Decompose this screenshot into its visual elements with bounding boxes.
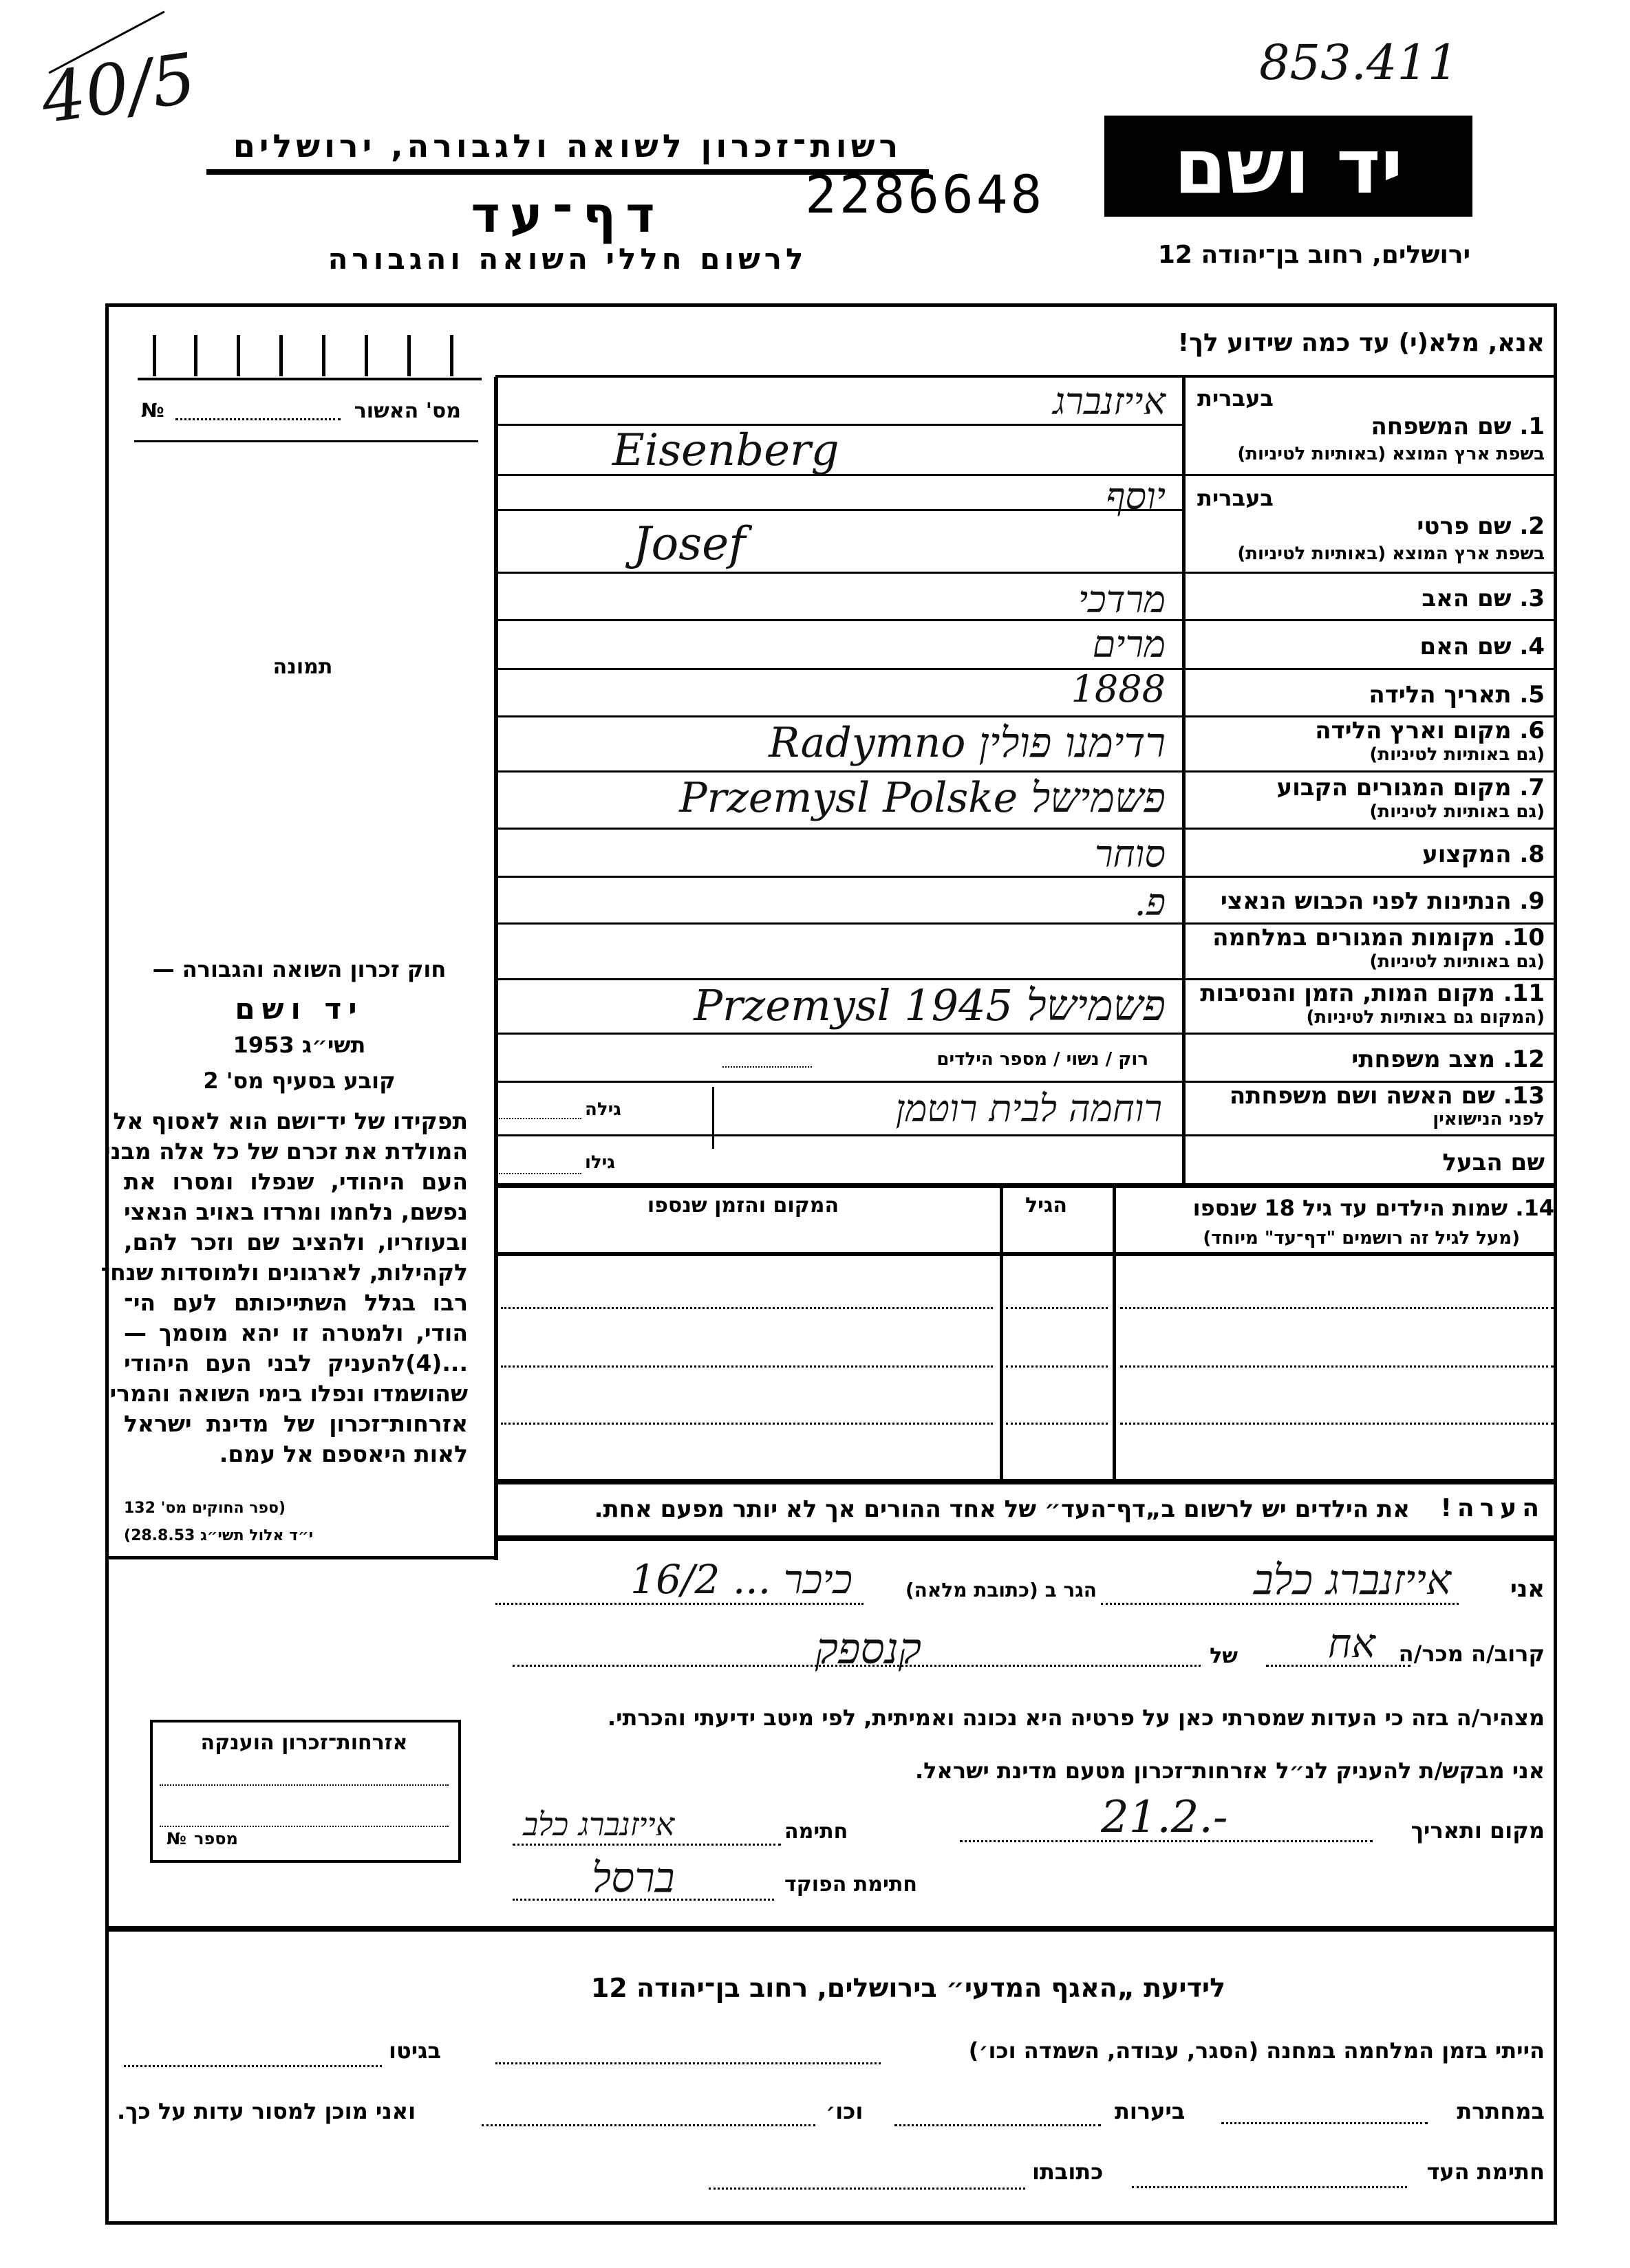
field-11-sub: (המקום גם באותיות לטיניות)	[1306, 1007, 1545, 1028]
law-year: תשי״ג 1953	[233, 1032, 366, 1058]
place-date-label: מקום ותאריך	[1411, 1817, 1545, 1844]
father-name[interactable]: מרדכי	[1078, 578, 1166, 621]
law-line: שהושמדו ונפלו בימי השואה והמרי	[109, 1380, 468, 1407]
field-13-sub: לפני הנישואין	[1433, 1109, 1545, 1130]
field-2-label: 2. שם פרטי	[1417, 512, 1545, 540]
instruction-rule	[495, 375, 1555, 378]
official-signature[interactable]: ברסל	[592, 1854, 675, 1902]
wife-name[interactable]: רוחמה לבית רוטמן	[895, 1087, 1162, 1130]
law-reference-date: י״ד אלול תשי״ג 28.8.53)	[124, 1527, 314, 1544]
law-line: ...(4)להעניק לבני העם היהודי	[124, 1350, 468, 1376]
form-number: 2286648	[805, 164, 1045, 225]
left-column-bottom-rule	[109, 1556, 498, 1559]
header-address: ירושלים, רחוב בן־יהודה 12	[1157, 241, 1471, 269]
table-row[interactable]	[501, 1307, 993, 1309]
logo-text: יד ושם	[1173, 122, 1404, 210]
table-row[interactable]	[1006, 1423, 1108, 1425]
note-text: את הילדים יש לרשום ב„דף־העד״ של אחד ההורים אך לא יותר מפעם אחת.	[594, 1495, 1410, 1523]
birth-date[interactable]: 1888	[1071, 667, 1166, 711]
approval-no-sign: №	[141, 399, 164, 422]
declaration-request: אני מבקש/ת להעניק לנ״ל אזרחות־זכרון מטעם מדינת ישראל.	[915, 1758, 1545, 1784]
field-13-label: 13. שם האשה ושם משפחתה	[1229, 1082, 1545, 1110]
field-2-hebrew-tag: בעברית	[1197, 485, 1274, 511]
children-age-header: הגיל	[1025, 1194, 1067, 1218]
field-7-label: 7. מקום המגורים הקבוע	[1276, 774, 1545, 801]
signature-label: חתימה	[784, 1819, 848, 1844]
wife-age-label: גילה	[585, 1099, 621, 1120]
declarant-signature[interactable]: אייזנברג כלב	[523, 1806, 675, 1843]
note-label: הערה!	[1440, 1494, 1545, 1522]
death-place-time[interactable]: פשמישל 1945 Przemysl	[694, 980, 1166, 1030]
authority-name: רשות־זכרון לשואה ולגבורה, ירושלים	[233, 127, 903, 164]
field-5-label: 5. תאריך הלידה	[1369, 681, 1545, 709]
first-name-latin[interactable]: Josef	[633, 517, 746, 570]
field-3-label: 3. שם האב	[1422, 585, 1545, 612]
table-row[interactable]	[501, 1423, 993, 1425]
info-underground-field[interactable]	[1221, 2122, 1428, 2124]
law-line: לאות היאספם אל עמם.	[219, 1440, 468, 1467]
table-row[interactable]	[1006, 1365, 1108, 1368]
law-line: אזרחות־זכרון של מדינת ישראל	[124, 1410, 468, 1437]
declaration-living-label: הגר ב (כתובת מלאה)	[905, 1579, 1097, 1601]
field-10-sub: (גם באותיות לטיניות)	[1369, 951, 1545, 972]
children-place-header: המקום והזמן שנספו	[647, 1194, 839, 1218]
wife-name-bracket	[712, 1087, 714, 1149]
field-12-label: 12. מצב משפחתי	[1351, 1046, 1545, 1073]
law-line: המולדת את זכרם של כל אלה מבני	[103, 1138, 468, 1165]
law-line: הודי, ולמטרה זו יהא מוסמך —	[124, 1319, 468, 1346]
label-column-divider	[1182, 377, 1186, 1185]
profession[interactable]: סוחר	[1094, 832, 1166, 876]
field-11-label: 11. מקום המות, הזמן והנסיבות	[1200, 980, 1545, 1007]
wife-age-field[interactable]	[499, 1118, 581, 1119]
relation-value[interactable]: אח	[1327, 1620, 1375, 1667]
field-2-sub: בשפת ארץ המוצא (באותיות לטיניות)	[1237, 543, 1545, 564]
declarant-address[interactable]: כיכר ... 16/2	[630, 1556, 852, 1603]
info-address-label: כתובתו	[1032, 2159, 1104, 2185]
form-subtitle: לרשום חללי השואה והגבורה	[328, 242, 808, 276]
archive-number: 853.411	[1259, 34, 1459, 91]
mother-name[interactable]: מרים	[1092, 623, 1166, 666]
law-reference: (ספר החוקים מס' 132	[124, 1500, 286, 1517]
children-sub: (מעל לגיל זה רושמים "דף־עד" מיוחד)	[1203, 1228, 1520, 1249]
yad-vashem-logo	[1104, 116, 1472, 217]
permanent-residence[interactable]: פשמישל Przemysl Polske	[679, 774, 1166, 822]
children-bottom-rule	[495, 1479, 1555, 1484]
husband-name-label: שם הבעל	[1442, 1149, 1545, 1176]
table-row[interactable]	[1120, 1365, 1554, 1368]
info-witness-signature-label: חתימת העד	[1426, 2159, 1545, 2185]
field-6-label: 6. מקום וארץ הלידה	[1315, 717, 1545, 744]
of-value[interactable]: קנספק	[815, 1623, 921, 1674]
law-line: לקהילות, לארגונים ולמוסדות שנח־	[100, 1259, 468, 1286]
children-age-divider-right	[1113, 1185, 1116, 1481]
left-column-divider	[494, 377, 498, 1560]
info-underground-label: במחתרת	[1457, 2098, 1545, 2124]
approval-label: מס' האשור	[354, 399, 461, 423]
field-1-hebrew-tag: בעברית	[1197, 385, 1274, 411]
declaration-i-label: אני	[1510, 1575, 1545, 1603]
field-10-label: 10. מקומות המגורים במלחמה	[1212, 924, 1545, 951]
declaration-statement: מצהיר/ה בזה כי העדות שמסרתי כאן על פרטיה היא נכונה ואמיתית, לפי מיטב ידיעתי והכרתי.	[607, 1705, 1545, 1731]
law-line: רבו בגלל השתייכותם לעם הי־	[124, 1289, 468, 1316]
children-age-divider-left	[1000, 1185, 1003, 1481]
birth-place[interactable]: רדימנו פולין Radymno	[769, 719, 1166, 767]
folder-mark: 40/5	[36, 37, 201, 140]
approval-number-field[interactable]	[175, 418, 341, 420]
first-name-hebrew[interactable]: יוסף	[1106, 475, 1166, 518]
relation-label: קרוב/ה מכר/ה	[1398, 1641, 1545, 1667]
info-witness-signature-field[interactable]	[1132, 2186, 1407, 2188]
of-label: של	[1210, 1644, 1238, 1668]
table-row[interactable]	[1120, 1307, 1554, 1309]
info-etc-field[interactable]	[482, 2124, 815, 2126]
info-address-field[interactable]	[709, 2188, 1025, 2190]
husband-age-label: גילו	[585, 1152, 615, 1173]
stamp-number-label: מספר	[194, 1829, 238, 1848]
table-row[interactable]	[1006, 1307, 1108, 1309]
instruction: אנא, מלא(י) עד כמה שידוע לך!	[1177, 329, 1545, 357]
table-row[interactable]	[1120, 1423, 1554, 1425]
approval-rule	[134, 440, 478, 442]
info-title: לידיעת „האגף המדעי״ בירושלים, רחוב בן־יהודה 12	[590, 1973, 1226, 2003]
field-1-label: 1. שם המשפחה	[1371, 413, 1545, 440]
info-willing-text: ואני מוכן למסור עדות על כך.	[117, 2098, 416, 2124]
law-line: נפשם, נלחמו ומרדו באויב הנאצי	[124, 1198, 468, 1225]
field-7-sub: (גם באותיות לטיניות)	[1369, 801, 1545, 822]
nationality[interactable]: פ.	[1134, 881, 1166, 924]
field-1-sub: בשפת ארץ המוצא (באותיות לטיניות)	[1237, 444, 1545, 464]
info-camp-field[interactable]	[495, 2062, 881, 2064]
law-line: תפקידו של יד־ושם הוא לאסוף אל	[113, 1108, 468, 1134]
law-name: יד ושם	[235, 992, 364, 1026]
info-ghetto-field[interactable]	[124, 2065, 382, 2067]
stamp-box-title: אזרחות־זכרון הוענקה	[200, 1731, 408, 1755]
table-row[interactable]	[501, 1365, 993, 1368]
field-4-label: 4. שם האם	[1419, 633, 1545, 660]
law-title: חוק זכרון השואה והגבורה —	[152, 956, 447, 982]
law-section: קובע בסעיף מס' 2	[203, 1068, 396, 1094]
children-label: 14. שמות הילדים עד גיל 18 שנספו	[1192, 1195, 1554, 1221]
info-forests-field[interactable]	[894, 2124, 1101, 2126]
info-etc-label: וכו׳	[826, 2098, 864, 2124]
law-line: העם היהודי, שנפלו ומסרו את	[124, 1168, 468, 1195]
info-forests-label: ביערות	[1115, 2098, 1186, 2124]
surname-latin[interactable]: Eisenberg	[612, 425, 839, 476]
form-title: דף־עד	[471, 186, 665, 244]
info-ghetto-label: בגיטו	[389, 2038, 441, 2064]
photo-label[interactable]: תמונה	[272, 655, 333, 679]
field-6-sub: (גם באותיות לטיניות)	[1369, 744, 1545, 765]
field-8-label: 8. המקצוע	[1422, 841, 1545, 868]
husband-age-field[interactable]	[499, 1173, 581, 1174]
citizenship-stamp-box	[150, 1720, 461, 1863]
surname-hebrew[interactable]: אייזנברג	[1053, 380, 1166, 423]
note-bottom-rule	[495, 1535, 1555, 1541]
info-camp-label: הייתי בזמן המלחמה במחנה (הסגר, עבודה, השמדה וכו׳)	[968, 2038, 1545, 2064]
place-date-value[interactable]: 21.2.-	[1101, 1792, 1228, 1843]
official-signature-label: חתימת הפוקד	[784, 1872, 917, 1897]
law-line: ובעוזריו, ולהציב שם וזכר להם,	[124, 1229, 468, 1255]
declarant-name[interactable]: אייזנברג כלב	[1253, 1556, 1451, 1604]
stamp-no-sign: №	[167, 1829, 186, 1848]
info-section-rule	[109, 1926, 1554, 1932]
children-header-rule	[495, 1252, 1555, 1256]
marital-status-options[interactable]: רוק / נשוי / מספר הילדים	[936, 1049, 1148, 1070]
field-9-label: 9. הנתינות לפני הכבוש הנאצי	[1220, 887, 1545, 915]
